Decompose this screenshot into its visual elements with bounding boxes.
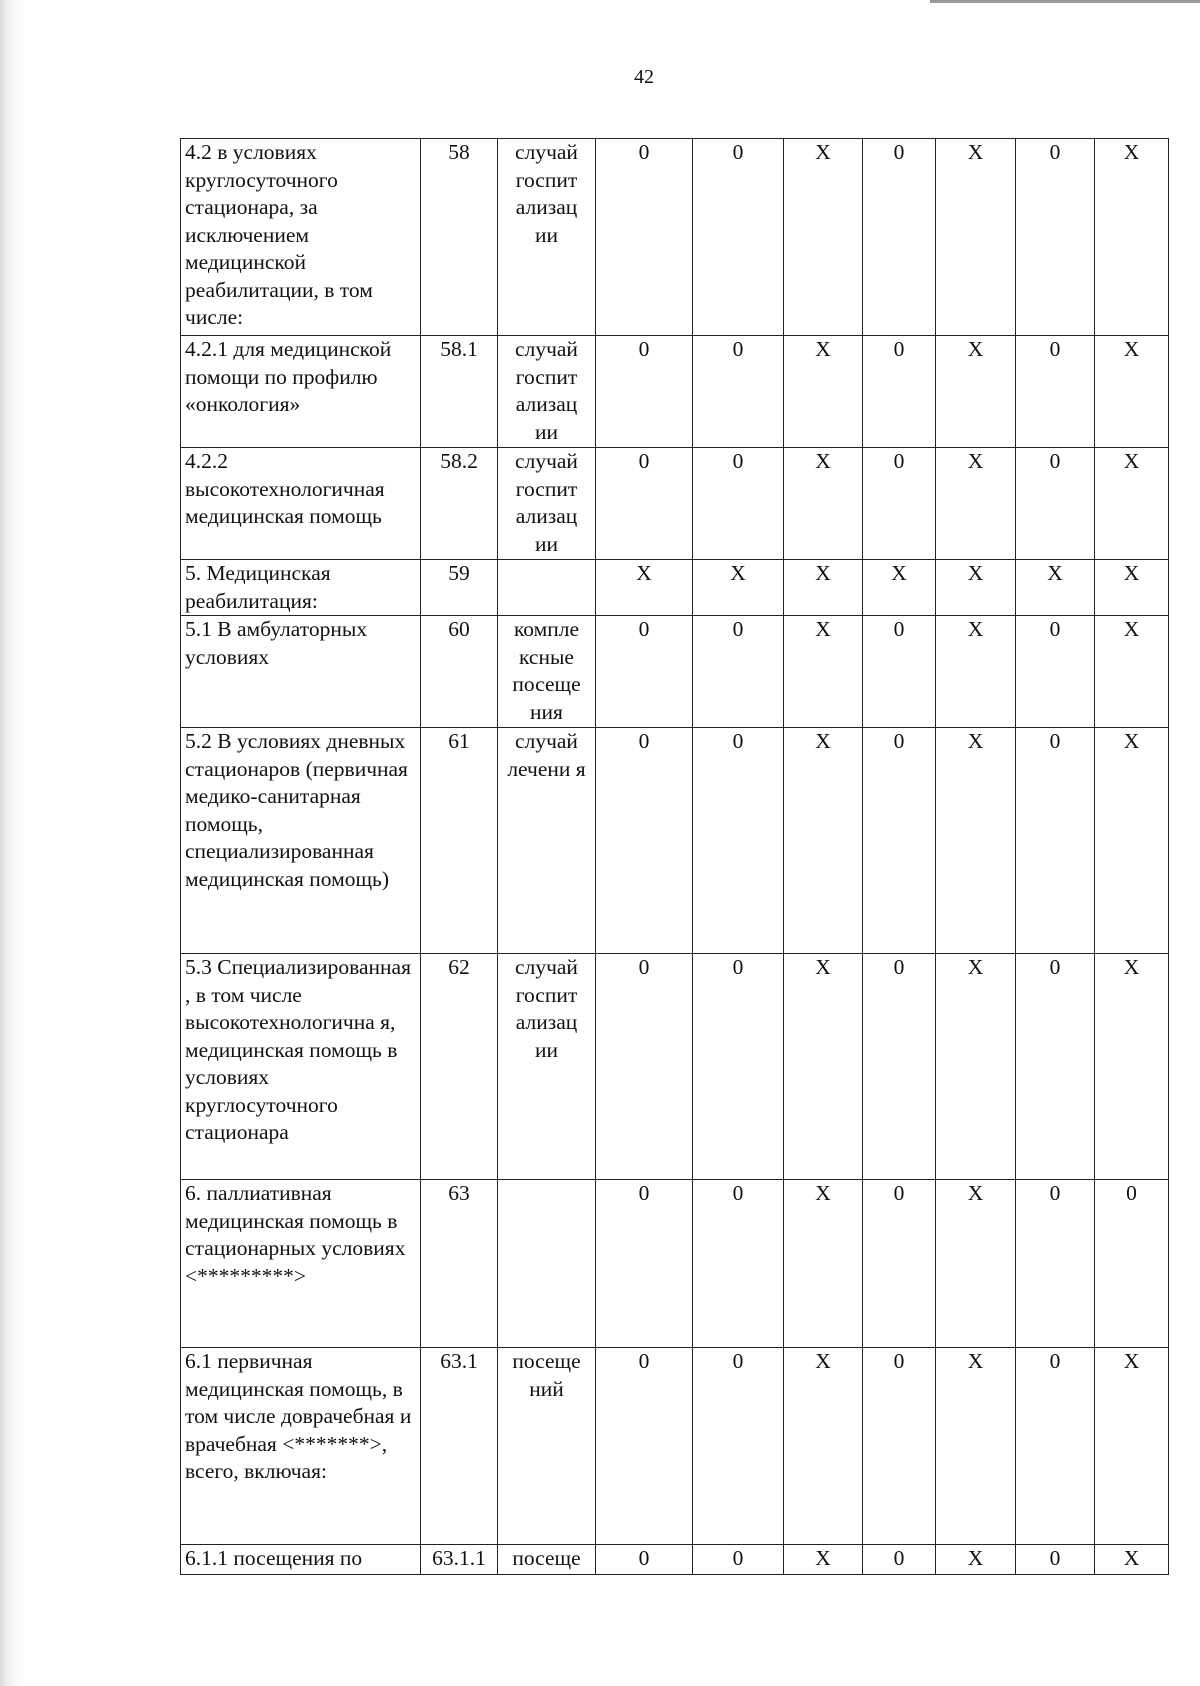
row-value: 0 (596, 1180, 693, 1348)
table-row (181, 1180, 1169, 1348)
row-value: 0 (693, 336, 784, 448)
row-value: X (936, 616, 1016, 728)
row-value: X (1095, 1545, 1169, 1575)
row-value: 0 (596, 954, 693, 1180)
table-row (181, 1348, 1169, 1545)
table-row (181, 336, 1169, 448)
row-value: 0 (693, 139, 784, 336)
row-value: X (1095, 616, 1169, 728)
row-unit: компле ксные посеще ния (498, 616, 596, 728)
row-value: X (1095, 139, 1169, 336)
row-value: 0 (693, 616, 784, 728)
row-unit: посеще (498, 1545, 596, 1575)
row-value: 0 (693, 1545, 784, 1575)
row-value: 0 (1016, 336, 1095, 448)
row-code: 58.2 (421, 448, 498, 560)
data-table (180, 138, 1169, 1575)
table-row (181, 954, 1169, 1180)
row-value: X (863, 560, 936, 616)
row-value: 0 (1016, 954, 1095, 1180)
table-row (181, 448, 1169, 560)
row-value: 0 (863, 1180, 936, 1348)
row-value: X (936, 560, 1016, 616)
row-value: X (784, 336, 863, 448)
row-value: X (596, 560, 693, 616)
row-value: X (784, 560, 863, 616)
row-value: 0 (1016, 448, 1095, 560)
row-value: 0 (863, 139, 936, 336)
row-value: 0 (863, 448, 936, 560)
row-unit: случай госпит ализац ии (498, 954, 596, 1180)
row-value: X (936, 954, 1016, 1180)
row-name: 6.1.1 посещения по (181, 1545, 421, 1575)
row-value: 0 (863, 1348, 936, 1545)
row-name: 4.2.1 для медицинской помощи по профилю «онкология» (181, 336, 421, 448)
row-value: X (1016, 560, 1095, 616)
row-value: 0 (596, 139, 693, 336)
row-code: 63 (421, 1180, 498, 1348)
row-value: 0 (596, 1348, 693, 1545)
row-value: X (693, 560, 784, 616)
row-value: 0 (1016, 1180, 1095, 1348)
row-name: 5.2 В условиях дневных стационаров (первичная медико-санитарная помощь, специализированная медицинская помощь) (181, 728, 421, 954)
row-unit (498, 1180, 596, 1348)
table-row (181, 728, 1169, 954)
row-value: X (784, 616, 863, 728)
row-name: 5.1 В амбулаторных условиях (181, 616, 421, 728)
row-unit: случай госпит ализац ии (498, 139, 596, 336)
row-name: 5. Медицинская реабилитация: (181, 560, 421, 616)
row-value: 0 (863, 616, 936, 728)
row-value: X (784, 1348, 863, 1545)
row-value: X (1095, 1348, 1169, 1545)
table-row (181, 1545, 1169, 1575)
row-value: X (784, 1545, 863, 1575)
table-row (181, 139, 1169, 336)
row-value: X (784, 954, 863, 1180)
row-name: 6. паллиативная медицинская помощь в стационарных условиях <*********> (181, 1180, 421, 1348)
row-value: 0 (693, 1180, 784, 1348)
row-code: 61 (421, 728, 498, 954)
row-value: X (1095, 954, 1169, 1180)
row-value: 0 (1016, 139, 1095, 336)
row-value: 0 (1016, 1348, 1095, 1545)
scan-edge-shadow (0, 0, 26, 1686)
row-name: 4.2 в условиях круглосуточного стационара, за исключением медицинской реабилитации, в том числе: (181, 139, 421, 336)
row-value: 0 (693, 448, 784, 560)
row-value: X (936, 1348, 1016, 1545)
row-value: 0 (863, 336, 936, 448)
row-name: 5.3 Специализированная , в том числе высокотехнологична я, медицинская помощь в условиях круглосуточного стационара (181, 954, 421, 1180)
table-body (181, 139, 1169, 1575)
row-value: X (936, 1545, 1016, 1575)
row-value: 0 (863, 954, 936, 1180)
row-unit (498, 560, 596, 616)
row-value: X (936, 728, 1016, 954)
table-row (181, 616, 1169, 728)
row-value: X (1095, 728, 1169, 954)
row-value: X (784, 728, 863, 954)
row-value: X (1095, 560, 1169, 616)
row-code: 63.1 (421, 1348, 498, 1545)
row-value: 0 (1016, 1545, 1095, 1575)
scan-top-line (930, 0, 1200, 3)
row-value: X (936, 1180, 1016, 1348)
row-code: 59 (421, 560, 498, 616)
row-value: X (1095, 336, 1169, 448)
row-unit: случай госпит ализац ии (498, 336, 596, 448)
row-code: 63.1.1 (421, 1545, 498, 1575)
row-code: 60 (421, 616, 498, 728)
row-value: 0 (596, 336, 693, 448)
row-value: X (784, 448, 863, 560)
row-name: 4.2.2 высокотехнологичная медицинская помощь (181, 448, 421, 560)
row-code: 58 (421, 139, 498, 336)
page-number: 42 (634, 66, 654, 88)
row-value: X (784, 1180, 863, 1348)
row-unit: посеще ний (498, 1348, 596, 1545)
row-value: 0 (596, 616, 693, 728)
row-value: 0 (1095, 1180, 1169, 1348)
row-value: 0 (693, 728, 784, 954)
row-unit: случай госпит ализац ии (498, 448, 596, 560)
row-code: 58.1 (421, 336, 498, 448)
row-value: 0 (693, 954, 784, 1180)
row-value: 0 (693, 1348, 784, 1545)
row-unit: случай лечени я (498, 728, 596, 954)
row-value: X (1095, 448, 1169, 560)
row-value: 0 (1016, 728, 1095, 954)
row-value: 0 (596, 448, 693, 560)
row-value: 0 (1016, 616, 1095, 728)
row-value: 0 (596, 1545, 693, 1575)
table-row (181, 560, 1169, 616)
row-value: X (936, 448, 1016, 560)
row-value: X (784, 139, 863, 336)
row-code: 62 (421, 954, 498, 1180)
row-value: 0 (863, 1545, 936, 1575)
row-value: 0 (863, 728, 936, 954)
row-name: 6.1 первичная медицинская помощь, в том числе доврачебная и врачебная <*******>, всего, включая: (181, 1348, 421, 1545)
row-value: 0 (596, 728, 693, 954)
row-value: X (936, 139, 1016, 336)
row-value: X (936, 336, 1016, 448)
